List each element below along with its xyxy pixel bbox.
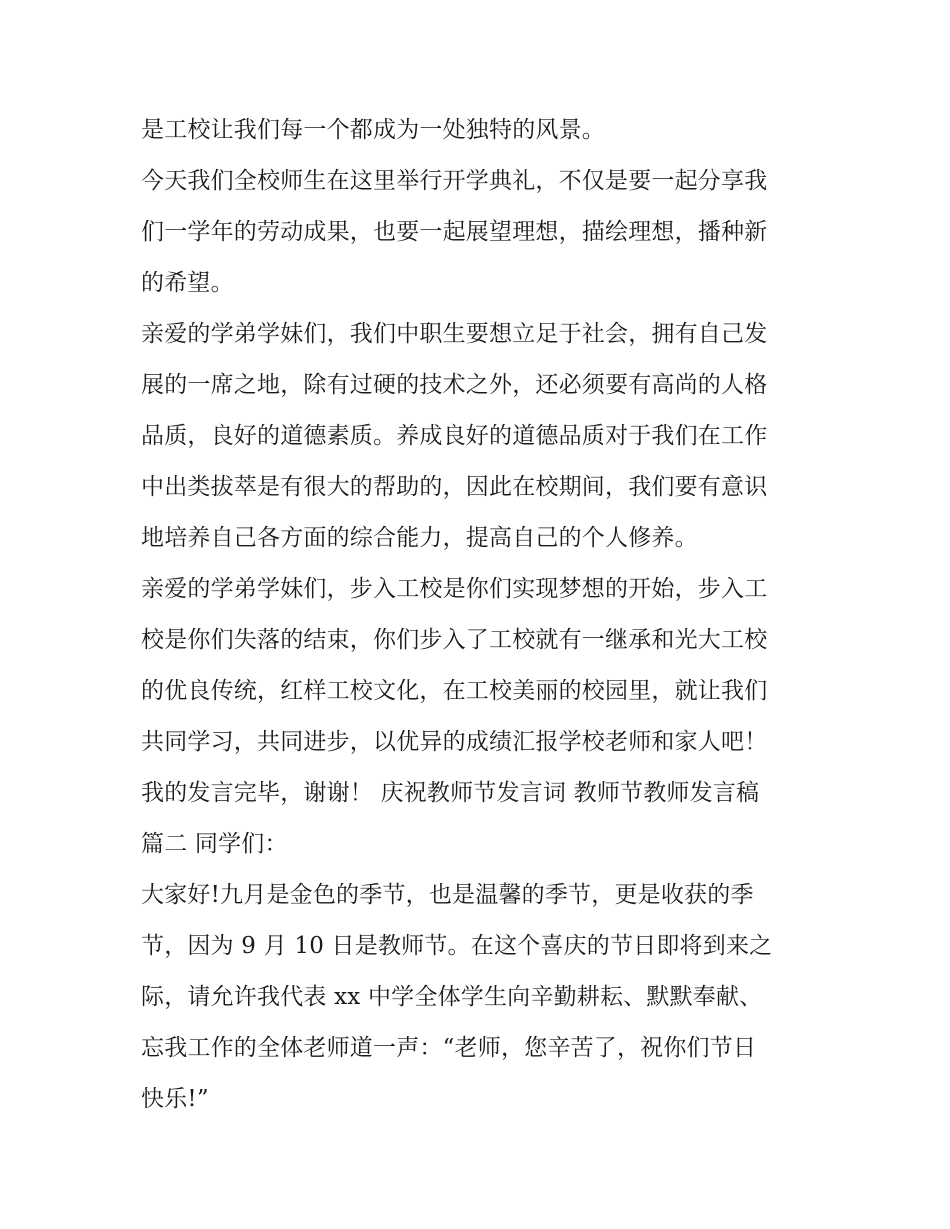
text-line: 大家好!九月是金色的季节，也是温馨的季节，更是收获的季 bbox=[141, 882, 754, 908]
text-line: 中出类拔萃是有很大的帮助的，因此在校期间，我们要有意识 bbox=[141, 474, 768, 500]
text-line: 节，因为 9 月 10 日是教师节。在这个喜庆的节日即将到来之 bbox=[141, 933, 773, 959]
text-line: 亲爱的学弟学妹们，我们中职生要想立足于社会，拥有自己发 bbox=[141, 321, 768, 347]
text-line: 的优良传统，红样工校文化，在工校美丽的校园里，就让我们 bbox=[141, 678, 768, 704]
text-line: 篇二 同学们： bbox=[141, 831, 288, 857]
text-line: 品质，良好的道德素质。养成良好的道德品质对于我们在工作 bbox=[141, 423, 768, 449]
text-line: 们一学年的劳动成果，也要一起展望理想，描绘理想，播种新 bbox=[141, 219, 768, 245]
text-line: 的希望。 bbox=[141, 270, 234, 296]
text-line: 今天我们全校师生在这里举行开学典礼，不仅是要一起分享我 bbox=[141, 168, 768, 194]
document-body bbox=[141, 105, 821, 1125]
text-line: 地培养自己各方面的综合能力，提高自己的个人修养。 bbox=[141, 525, 698, 551]
text-line: 校是你们失落的结束，你们步入了工校就有一继承和光大工校 bbox=[141, 627, 768, 653]
text-line: 际，请允许我代表 xx 中学全体学生向辛勤耕耘、默默奉献、 bbox=[141, 984, 763, 1010]
text-line: 亲爱的学弟学妹们，步入工校是你们实现梦想的开始，步入工 bbox=[141, 576, 768, 602]
text-line: 是工校让我们每一个都成为一处独特的风景。 bbox=[141, 117, 605, 143]
text-line: 我的发言完毕，谢谢！ 庆祝教师节发言词 教师节教师发言稿 bbox=[141, 780, 760, 806]
text-line: 快乐!” bbox=[141, 1086, 209, 1112]
text-line: 展的一席之地，除有过硬的技术之外，还必须要有高尚的人格 bbox=[141, 372, 768, 398]
text-line: 忘我工作的全体老师道一声：“老师，您辛苦了，祝你们节日 bbox=[141, 1035, 757, 1061]
text-line: 共同学习，共同进步，以优异的成绩汇报学校老师和家人吧！ bbox=[141, 729, 768, 755]
